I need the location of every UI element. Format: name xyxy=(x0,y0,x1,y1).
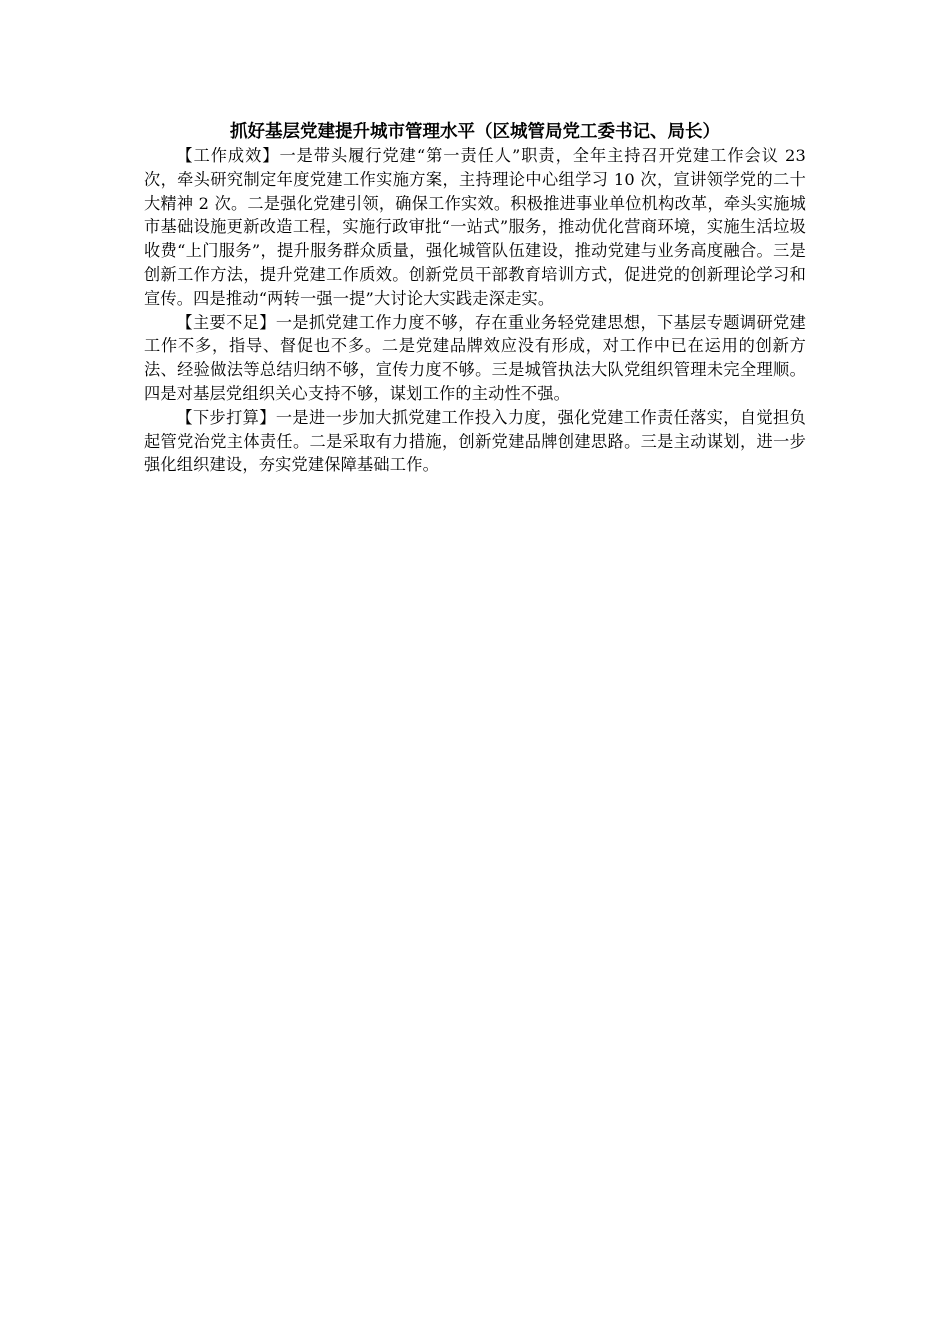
paragraph-work-results: 【工作成效】一是带头履行党建“第一责任人”职责，全年主持召开党建工作会议 23 次，牵头研究制定年度党建工作实施方案，主持理论中心组学习 10 次，宣讲领学党的二十大精神 2 次。二是强化党建引领，确保工作实效。积极推进事业单位机构改革，牵头实施城市基础设施更新改造工程，实施行政审批“一站式”服务，推动优化营商环境，实施生活垃圾收费“上门服务”，提升服务群众质量，强化城管队伍建设，推动党建与业务高度融合。三是创新工作方法，提升党建工作质效。创新党员干部教育培训方式，促进党的创新理论学习和宣传。四是推动“两转一强一提”大讨论大实践走深走实。 xyxy=(144,146,806,308)
paragraph-next-steps: 【下步打算】一是进一步加大抓党建工作投入力度，强化党建工作责任落实，自觉担负起管党治党主体责任。二是采取有力措施，创新党建品牌创建思路。三是主动谋划，进一步强化组织建设，夯实党建保障基础工作。 xyxy=(144,407,806,475)
document-title: 抓好基层党建提升城市管理水平（区城管局党工委书记、局长） xyxy=(230,122,720,142)
document-page xyxy=(144,120,806,477)
paragraph-shortcomings: 【主要不足】一是抓党建工作力度不够，存在重业务轻党建思想，下基层专题调研党建工作不多，指导、督促也不多。二是党建品牌效应没有形成，对工作中已在运用的创新方法、经验做法等总结归纳不够，宣传力度不够。三是城管执法大队党组织管理未完全理顺。四是对基层党组织关心支持不够，谋划工作的主动性不强。 xyxy=(144,312,806,403)
